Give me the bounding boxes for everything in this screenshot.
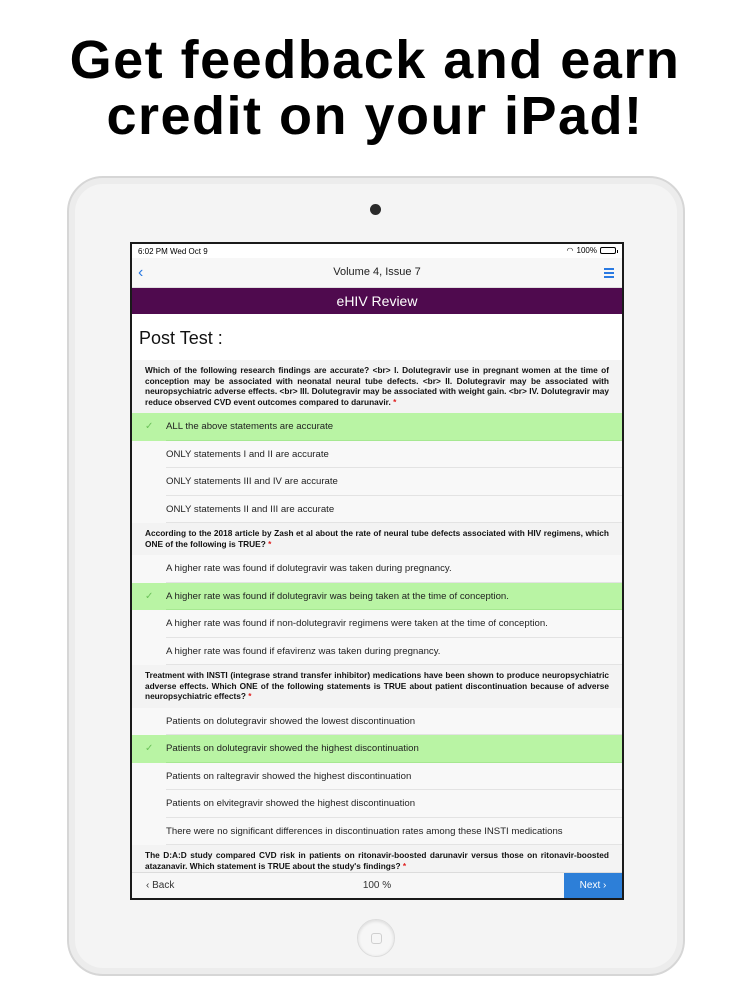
promo-headline [0,32,750,144]
checkmark-icon: ✓ [145,421,154,432]
wifi-icon: ◠ [566,246,574,255]
next-label: Next [579,880,601,891]
answer-label: ONLY statements III and IV are accurate [166,476,338,487]
question-text [132,665,622,708]
battery-percent: 100% [576,246,597,255]
chevron-left-icon[interactable]: ‹ [138,264,144,281]
answer-option[interactable] [132,638,622,666]
bottom-bar [132,872,622,898]
answer-option[interactable] [132,763,622,791]
question-list [132,360,622,874]
required-marker: * [393,396,397,407]
headline-line-2: credit on your iPad! [106,86,644,146]
answer-option[interactable] [132,468,622,496]
answer-label: A higher rate was found if non-dolutegravir regimens were taken at the time of conception. [166,618,548,629]
question-text [132,523,622,555]
answer-option[interactable] [132,790,622,818]
answer-label: A higher rate was found if dolutegravir was taken during pregnancy. [166,563,452,574]
battery-icon [600,247,616,254]
answer-option[interactable] [132,610,622,638]
home-button [357,919,395,957]
answer-option[interactable] [132,818,622,846]
checkmark-icon: ✓ [145,743,154,754]
required-marker: * [248,691,252,701]
checkmark-icon: ✓ [145,590,154,602]
answer-label: ONLY statements II and III are accurate [166,503,335,515]
required-marker: * [402,860,407,871]
nav-bar [132,258,622,288]
answer-option[interactable] [132,735,622,763]
answer-label: There were no significant differences in discontinuation rates among these INSTI medications [166,825,563,837]
answer-label: Patients on dolutegravir showed the lowest discontinuation [166,715,416,727]
page-title: Post Test : [139,328,223,348]
status-time-date: 6:02 PM Wed Oct 9 [138,247,208,256]
status-right [567,246,616,255]
question-prompt: Treatment with INSTI (integrase strand transfer inhibitor) medications have been shown to produce neuropsychiatric adverse effects. Which ONE of the following statements is TRUE about patient discontinuation because of adverse neuropsychiatric effects? [145,670,609,701]
nav-title: Volume 4, Issue 7 [333,266,421,278]
back-label: Back [152,880,175,891]
answer-option[interactable] [132,555,622,583]
headline-line-1: Get feedback and earn [69,30,681,90]
answer-label: ALL the above statements are accurate [166,421,334,432]
answer-option[interactable] [132,441,622,469]
ipad-screen [130,242,624,900]
chevron-right-icon: › [603,880,607,891]
answer-label: Patients on elvitegravir showed the highest discontinuation [166,798,416,809]
answer-option[interactable] [132,413,622,441]
post-test-content [132,314,622,874]
chevron-left-icon: ‹ [146,880,150,891]
answer-option[interactable] [132,708,622,736]
question-prompt: The D:A:D study compared CVD risk in patients on ritonavir-boosted darunavir versus those on ritonavir-boosted atazanavir. Which statement is TRUE about the study's findings? [145,850,609,871]
required-marker: * [268,538,272,549]
answer-label: A higher rate was found if dolutegravir was being taken at the time of conception. [166,590,509,602]
status-bar [132,244,622,258]
home-square-icon [371,933,382,944]
progress-percent: 100 % [362,880,392,891]
answer-label: Patients on dolutegravir showed the highest discontinuation [166,743,419,754]
answer-label: ONLY statements I and II are accurate [166,448,329,460]
hamburger-menu-icon[interactable] [604,268,614,280]
question-prompt: According to the 2018 article by Zash et al about the rate of neural tube defects associated with HIV regimens, which ONE of the following is TRUE? [145,528,609,549]
camera-icon [370,204,381,215]
app-banner: eHIV Review [132,288,622,314]
answer-option[interactable] [132,583,622,611]
answer-label: Patients on raltegravir showed the highest discontinuation [166,770,412,782]
answer-option[interactable] [132,496,622,524]
question-text [132,360,622,413]
question-text [132,845,622,874]
answer-label: A higher rate was found if efavirenz was taken during pregnancy. [166,645,441,657]
next-button[interactable] [564,873,622,898]
question-prompt: Which of the following research findings are accurate? <br> I. Dolutegravir use in pregnant women at the time of conception may be associated with neonatal neural tube defects. <br> II. Dolutegravir may be associated with neuropsychiatric adverse effects. <br> III. Dolutegravir may be associated with weight gain. <br> IV. Dolutegravir may reduce observed CVD event outcomes compared to darunavir. [145,365,609,407]
